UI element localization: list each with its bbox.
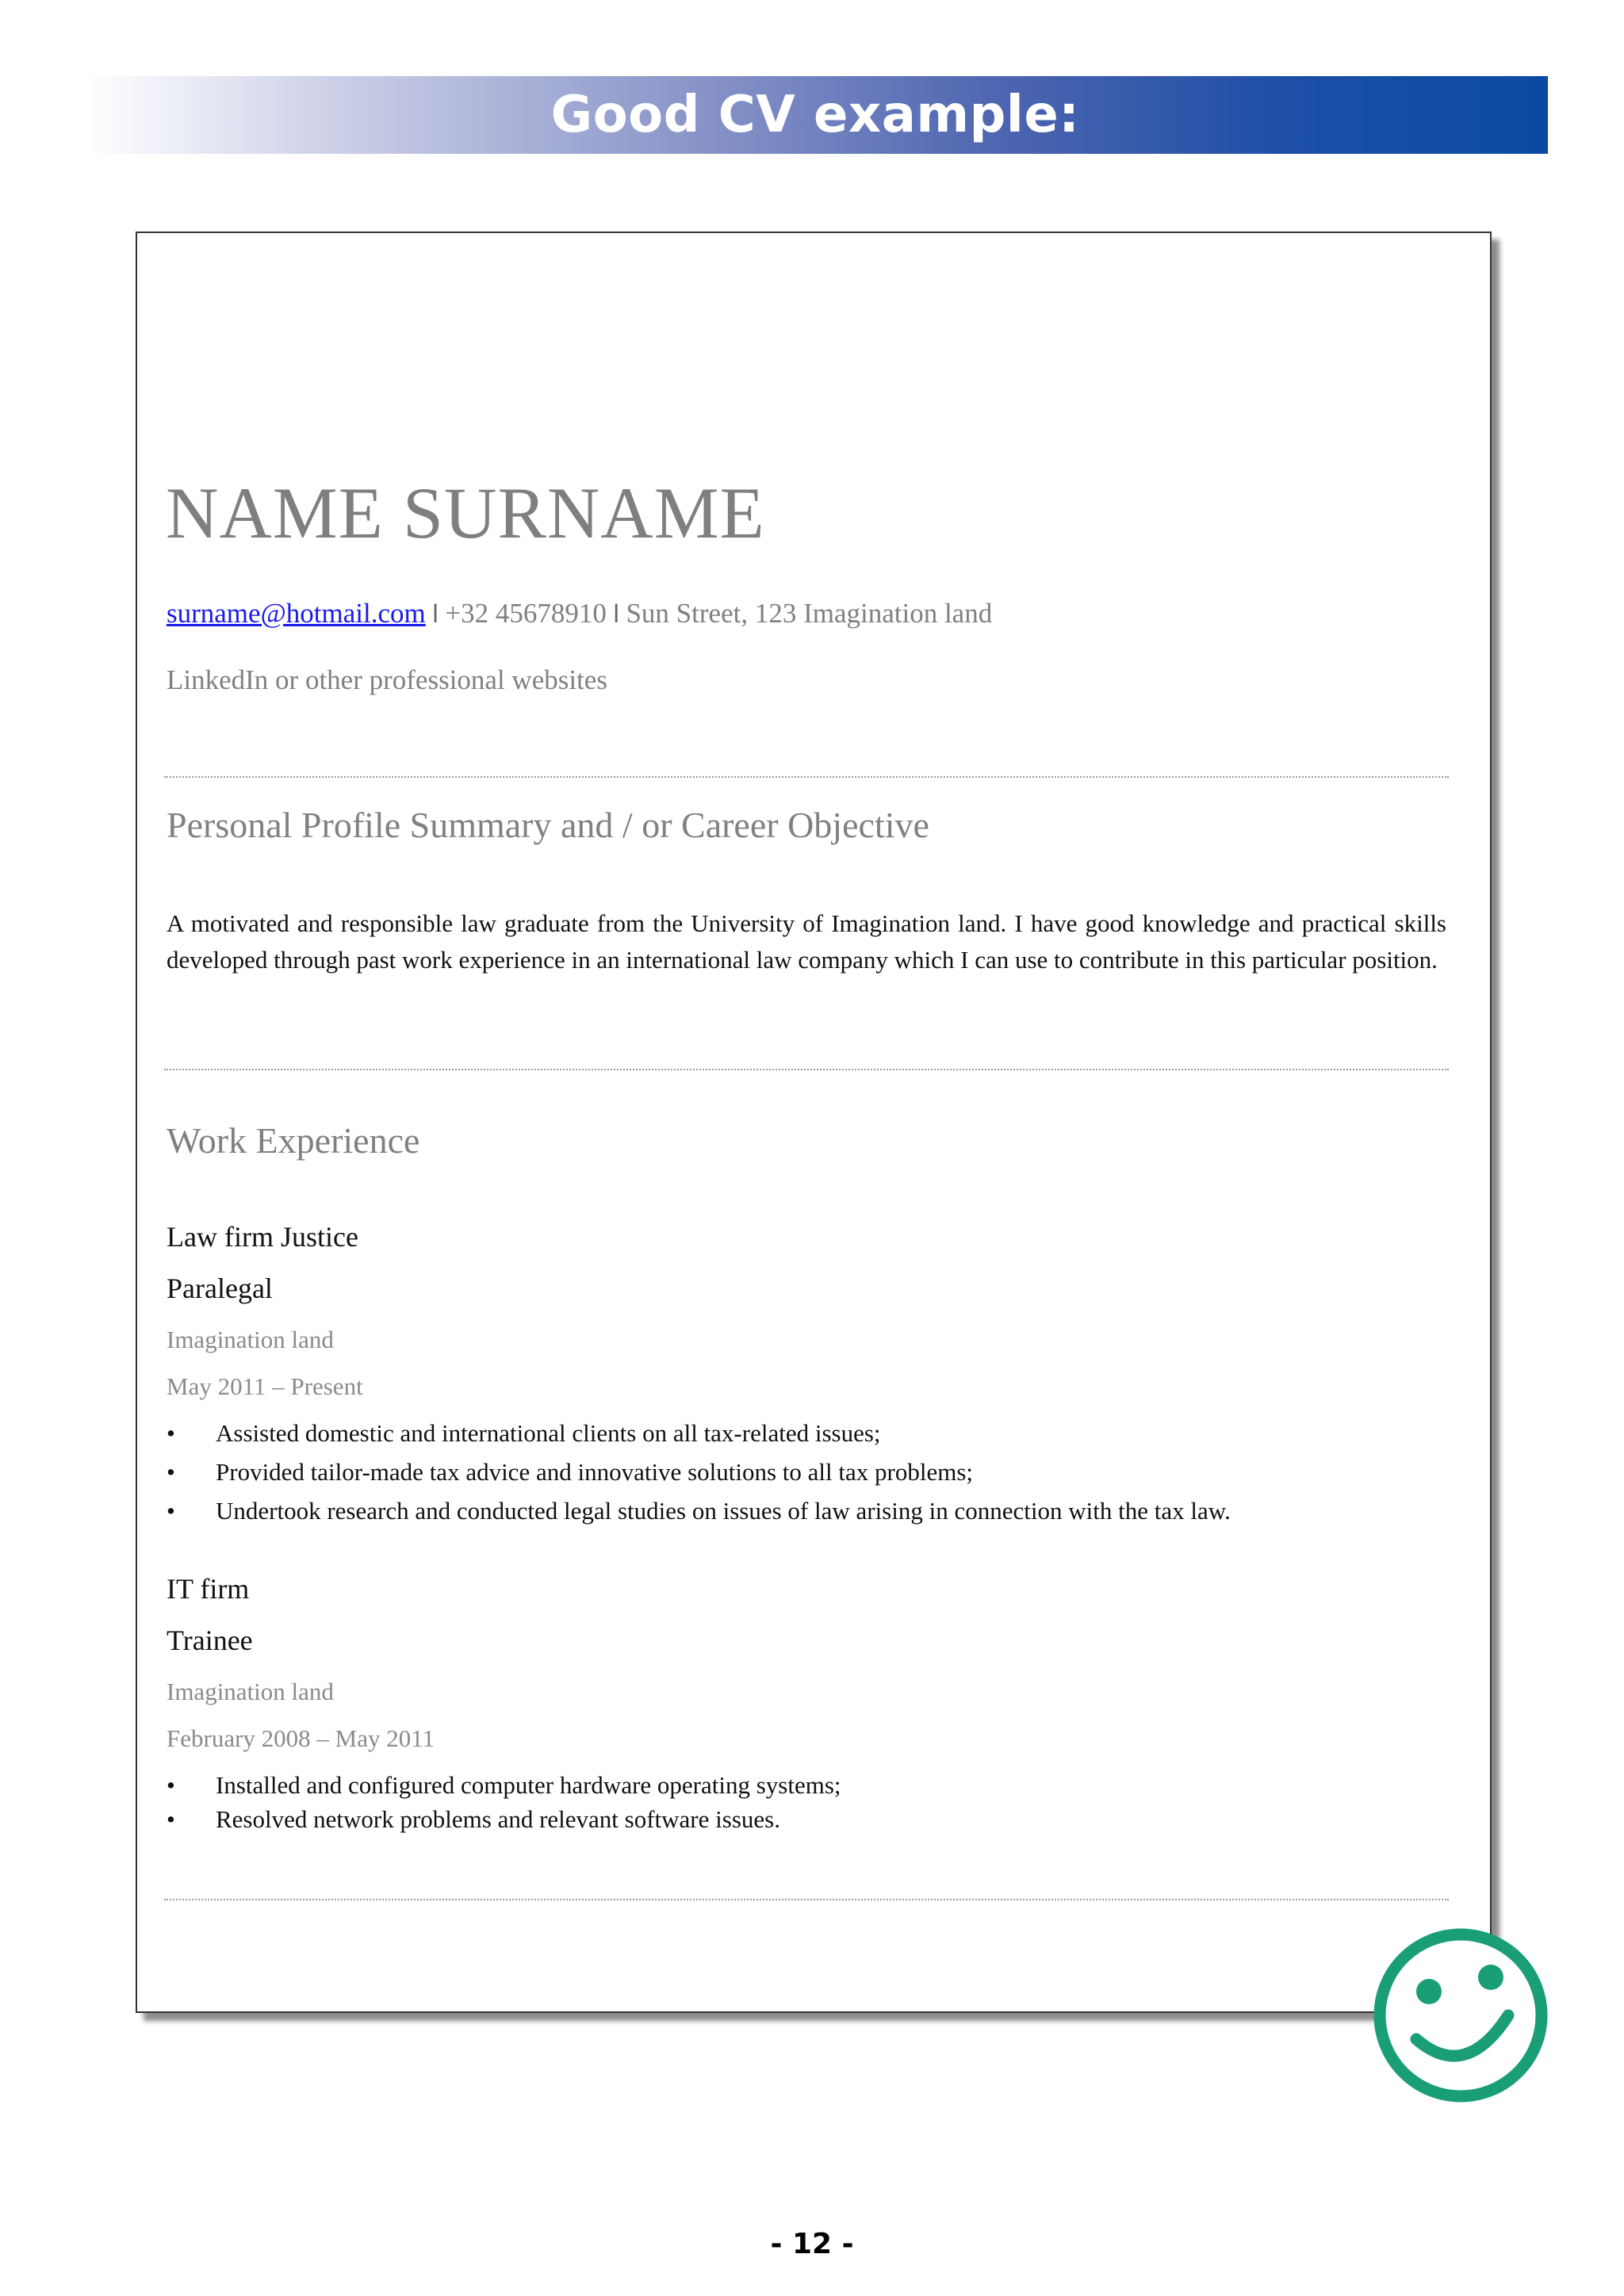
- job-bullet-list: [167, 1418, 1435, 1534]
- bullet-icon: •: [167, 1419, 175, 1447]
- cv-name: NAME SURNAME: [166, 473, 765, 553]
- cv-document: [136, 232, 1492, 2013]
- contact-separator: l: [432, 599, 439, 628]
- job-dates: February 2008 – May 2011: [167, 1724, 435, 1752]
- list-item: • Resolved network problems and relevant software issues.: [167, 1804, 1435, 1838]
- section-divider: [164, 776, 1449, 778]
- job-employer: IT firm: [167, 1573, 250, 1605]
- page-banner: [82, 76, 1548, 154]
- section-divider: [164, 1069, 1449, 1070]
- professional-websites: LinkedIn or other professional websites: [167, 664, 607, 695]
- banner-title: Good CV example:: [550, 86, 1080, 144]
- job-bullet-list: [167, 1770, 1435, 1838]
- page-number: - 12 -: [770, 2228, 854, 2260]
- job-location: Imagination land: [167, 1326, 334, 1353]
- address: Sun Street, 123 Imagination land: [626, 598, 993, 629]
- bullet-icon: •: [167, 1771, 175, 1799]
- list-item: • Undertook research and conducted legal studies on issues of law arising in connection with the tax law.: [167, 1495, 1435, 1534]
- list-item: • Assisted domestic and international clients on all tax-related issues;: [167, 1418, 1435, 1456]
- profile-summary: A motivated and responsible law graduate from the University of Imagination land. I have good knowledge and practical skills developed through past work experience in an international law company which I can use to contribute in this particular position.: [167, 909, 1446, 974]
- job-title: Paralegal: [167, 1272, 273, 1304]
- email-link[interactable]: surname@hotmail.com: [167, 598, 426, 629]
- bullet-icon: •: [167, 1458, 175, 1486]
- bullet-icon: •: [167, 1805, 175, 1833]
- section-divider: [164, 1899, 1449, 1900]
- job-dates: May 2011 – Present: [167, 1372, 363, 1400]
- job-title: Trainee: [167, 1624, 253, 1656]
- contact-line: [167, 598, 992, 629]
- phone-number: +32 45678910: [445, 598, 607, 629]
- list-item: • Installed and configured computer hardware operating systems;: [167, 1770, 1435, 1804]
- bullet-icon: •: [167, 1497, 175, 1525]
- job-employer: Law firm Justice: [167, 1221, 358, 1253]
- job-location: Imagination land: [167, 1678, 334, 1705]
- smiley-face-icon: [1372, 1927, 1550, 2105]
- list-item: • Provided tailor-made tax advice and innovative solutions to all tax problems;: [167, 1456, 1435, 1495]
- profile-heading: Personal Profile Summary and / or Career Objective: [167, 805, 929, 845]
- work-experience-heading: Work Experience: [167, 1120, 420, 1161]
- contact-separator: l: [613, 599, 619, 628]
